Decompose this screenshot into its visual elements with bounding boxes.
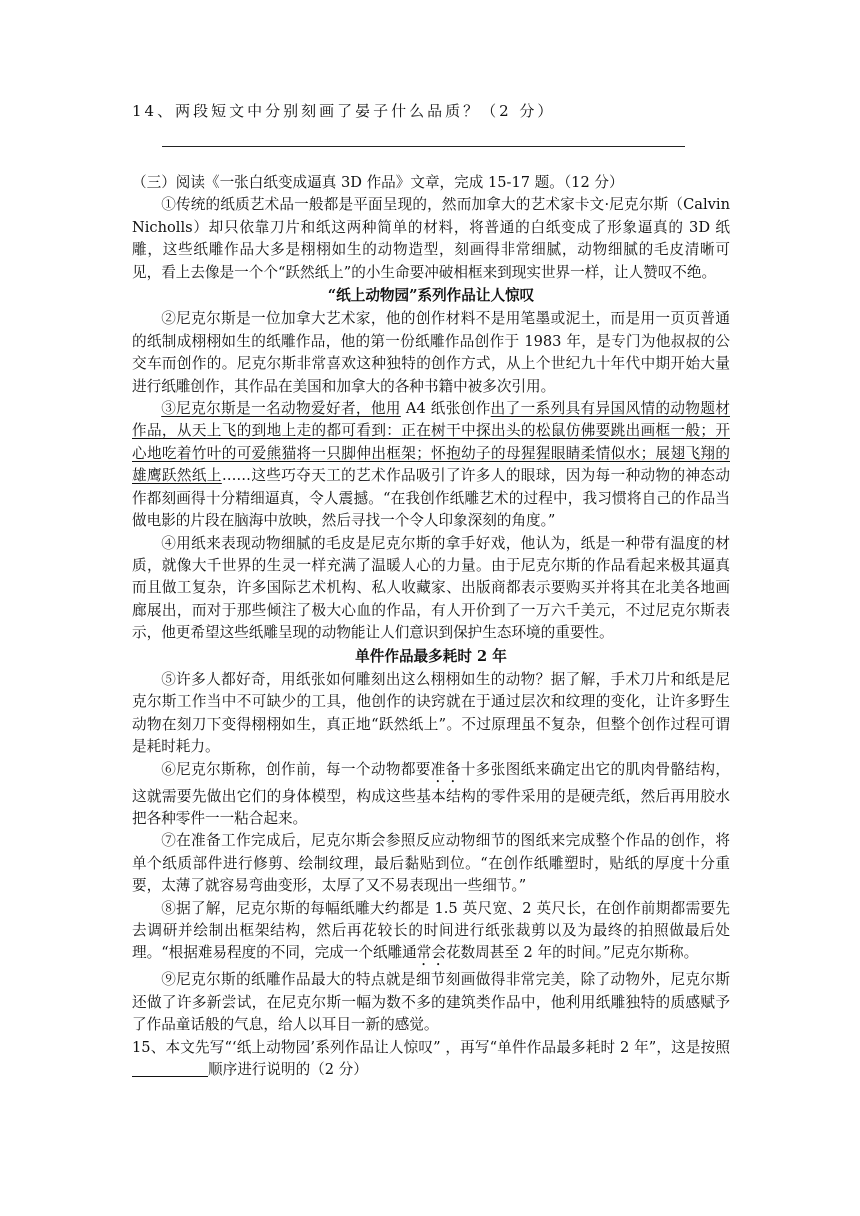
underlined-text-2: 出了一系列具有异国风情的动物题材作品，从天上飞的到地上走的都可看到：正在树干中探出头的松鼠仿佛要跳出画框一般；开心地吃着竹叶的可爱熊猫将一只脚伸出框架；怀抱幼子的母猩猩眼睛柔情似水；展翅飞翔的雄鹰跃然纸上: [132, 400, 730, 485]
paragraph-2: ②尼克尔斯是一位加拿大艺术家，他的创作材料不是用笔墨或泥土，而是用一页页普通的纸制成栩栩如生的纸雕作品，他的第一份纸雕作品创作于 1983 年，是专门为他叔叔的公交车而创作的。尼克尔斯非常喜欢这种独特的创作方式，从上个世纪九十年代中期开始大量进行纸雕创作，其作品在美国和加拿大的各种书籍中被多次引用。: [132, 310, 730, 395]
emphasized-word: 常会: [416, 944, 446, 962]
answer-blank[interactable]: [132, 1061, 208, 1077]
paragraph-6-text-a: ⑥尼克尔斯称，创作前，每一个动物都要: [161, 760, 431, 778]
paragraph-6: [132, 759, 730, 831]
question-15: [132, 1037, 730, 1082]
underlined-text-1: ③尼克尔斯是一名动物爱好者，他用: [161, 400, 401, 418]
paragraph-8-text-a: ⑧据了解，尼克尔斯的每幅纸雕大约都是 1.5 英尺宽、2 英尺长，在创作前期都需要先去调研并绘制出框架结构，然后再花较长的时间进行纸张裁剪以及为最终的拍照做最后处理。“根据难易程度的不同，完成一个纸雕通: [132, 899, 730, 962]
paragraph-3: [132, 398, 730, 532]
subheading-2: 单件作品最多耗时 2 年: [355, 647, 507, 665]
question-15-text-b: 顺序进行说明的（2 分）: [208, 1061, 368, 1079]
paragraph-6-text-b: 十多张图纸来确定出它的肌肉骨骼结构，这就需要先做出它们的身体模型，构成这些基本结构的零件采用的是硬壳纸，然后再用胶水把各种零件一一粘合起来。: [132, 760, 730, 827]
paragraph-1: ①传统的纸质艺术品一般都是平面呈现的，然而加拿大的艺术家卡文·尼克尔斯（Calvin Nicholls）却只依靠刀片和纸这两种简单的材料，将普通的白纸变成了形象逼真的 3D 纸雕，这些纸雕作品大多是栩栩如生的动物造型，刻画得非常细腻，动物细腻的毛皮清晰可见，看上去像是一个个“跃然纸上”的小生命要冲破相框来到现实世界一样，让人赞叹不绝。: [132, 196, 730, 281]
subheading-1: “纸上动物园”系列作品让人惊叹: [327, 287, 535, 305]
section-heading: （三）阅读《一张白纸变成逼真 3D 作品》文章，完成 15-17 题。（12 分）: [132, 174, 624, 191]
question-15-text-a: 15、本文先写“‘纸上动物园’系列作品让人惊叹” ，再写“单件作品最多耗时 2 年”，这是按照: [132, 1038, 730, 1056]
paragraph-3-text: A4 纸张创作: [400, 400, 491, 418]
answer-line: [162, 146, 685, 147]
paragraph-8: [132, 898, 730, 970]
paragraph-4: ④用纸来表现动物细腻的毛皮是尼克尔斯的拿手好戏，他认为，纸是一种带有温度的材质，就像大千世界的生灵一样充满了温暖人心的力量。由于尼克尔斯的作品看起来极其逼真而且做工复杂，许多国际艺术机构、私人收藏家、出版商都表示要购买并将其在北美各地画廊展出，而对于那些倾注了极大心血的作品，有人开价到了一万六千美元，不过尼克尔斯表示，他更希望这些纸雕呈现的动物能让人们意识到保护生态环境的重要性。: [132, 534, 730, 642]
paragraph-9: ⑨尼克尔斯的纸雕作品最大的特点就是细节刻画做得非常完美，除了动物外，尼克尔斯还做了许多新尝试，在尼克尔斯一幅为数不多的建筑类作品中，他利用纸雕独特的质感赋予了作品童话般的气息，给人以耳目一新的感觉。: [132, 971, 730, 1034]
emphasized-word: 准备: [430, 760, 461, 778]
paragraph-7: ⑦在准备工作完成后，尼克尔斯会参照反应动物细节的图纸来完成整个作品的创作，将单个纸质部件进行修剪、绘制纹理，最后黏贴到位。“在创作纸雕塑时，贴纸的厚度十分重要，太薄了就容易弯曲变形，太厚了又不易表现出一些细节。”: [132, 832, 730, 895]
paragraph-8-text-b: 花数周甚至 2 年的时间。”尼克尔斯称。: [445, 944, 699, 962]
reading-passage: [132, 172, 730, 1081]
question-14: 14、两段短文中分别刻画了晏子什么品质？（2 分）: [132, 102, 556, 120]
paragraph-3-rest: ……这些巧夺天工的艺术作品吸引了许多人的眼球，因为每一种动物的神态动作都刻画得十分精细逼真，令人震撼。“在我创作纸雕艺术的过程中，我习惯将自己的作品当做电影的片段在脑海中放映，然后寻找一个令人印象深刻的角度。”: [132, 467, 730, 530]
paragraph-5: ⑤许多人都好奇，用纸张如何雕刻出这么栩栩如生的动物？据了解，手术刀片和纸是尼克尔斯工作当中不可缺少的工具，他创作的诀窍就在于通过层次和纹理的变化，让许多野生动物在刻刀下变得栩栩如生，真正地“跃然纸上”。不过原理虽不复杂，但整个创作过程可谓是耗时耗力。: [132, 670, 730, 756]
